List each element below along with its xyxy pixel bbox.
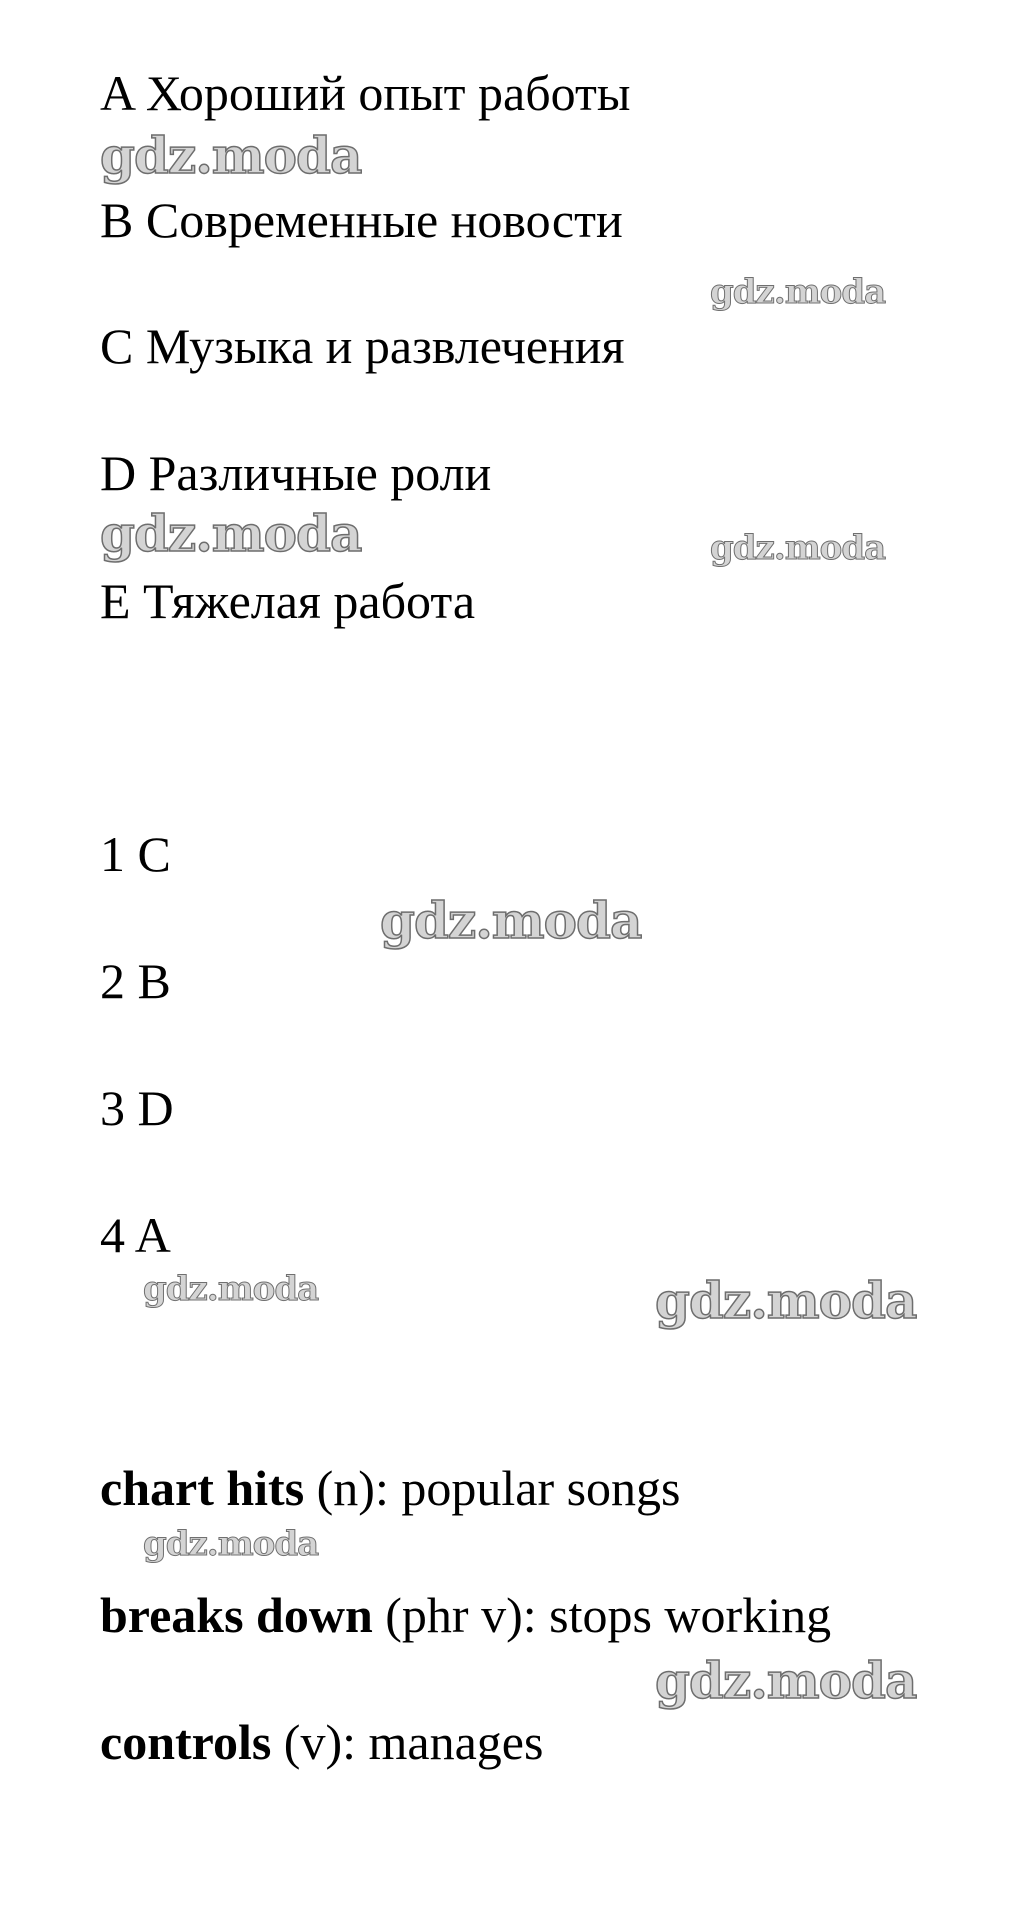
heading-letter: E [100, 573, 131, 629]
heading-text: Тяжелая работа [143, 573, 476, 629]
heading-letter: D [100, 445, 137, 501]
answer-number: 2 [100, 953, 125, 1009]
watermark: gdz.moda [710, 272, 886, 312]
glossary-term: chart hits [100, 1460, 305, 1516]
glossary-definition: popular songs [401, 1460, 681, 1516]
answer-number: 3 [100, 1080, 125, 1136]
watermark: gdz.moda [143, 1524, 319, 1564]
heading-letter: A [100, 65, 134, 121]
answer-item [100, 1078, 174, 1138]
heading-item [100, 443, 491, 503]
watermark: gdz.moda [655, 1271, 917, 1330]
glossary-pos: (phr v): [385, 1587, 537, 1643]
answer-number: 1 [100, 826, 125, 882]
heading-letter: B [100, 192, 134, 248]
heading-item [100, 316, 625, 376]
answer-item [100, 1205, 171, 1265]
answer-letter: D [137, 1080, 174, 1136]
heading-letter: C [100, 318, 134, 374]
heading-text: Музыка и развлечения [145, 318, 625, 374]
watermark: gdz.moda [100, 126, 362, 185]
answer-letter: B [137, 953, 171, 1009]
watermark: gdz.moda [710, 528, 886, 568]
heading-item [100, 190, 623, 250]
heading-text: Различные роли [148, 445, 492, 501]
glossary-pos: (n): [316, 1460, 389, 1516]
answer-item [100, 824, 171, 884]
heading-item [100, 571, 475, 631]
answer-number: 4 [100, 1207, 125, 1263]
watermark: gdz.moda [143, 1269, 319, 1309]
answer-letter: A [134, 1207, 171, 1263]
watermark: gdz.moda [655, 1651, 917, 1710]
glossary-term: controls [100, 1714, 272, 1770]
answer-item [100, 951, 171, 1011]
answer-letter: C [137, 826, 171, 882]
watermark: gdz.moda [100, 504, 362, 563]
glossary-entry [100, 1458, 681, 1518]
heading-text: Хороший опыт работы [145, 65, 631, 121]
glossary-entry [100, 1585, 831, 1645]
glossary-pos: (v): [283, 1714, 356, 1770]
watermark: gdz.moda [380, 891, 642, 950]
glossary-term: breaks down [100, 1587, 373, 1643]
heading-item [100, 63, 630, 123]
glossary-definition: manages [368, 1714, 544, 1770]
glossary-definition: stops working [549, 1587, 832, 1643]
heading-text: Современные новости [145, 192, 623, 248]
glossary-entry [100, 1712, 543, 1772]
